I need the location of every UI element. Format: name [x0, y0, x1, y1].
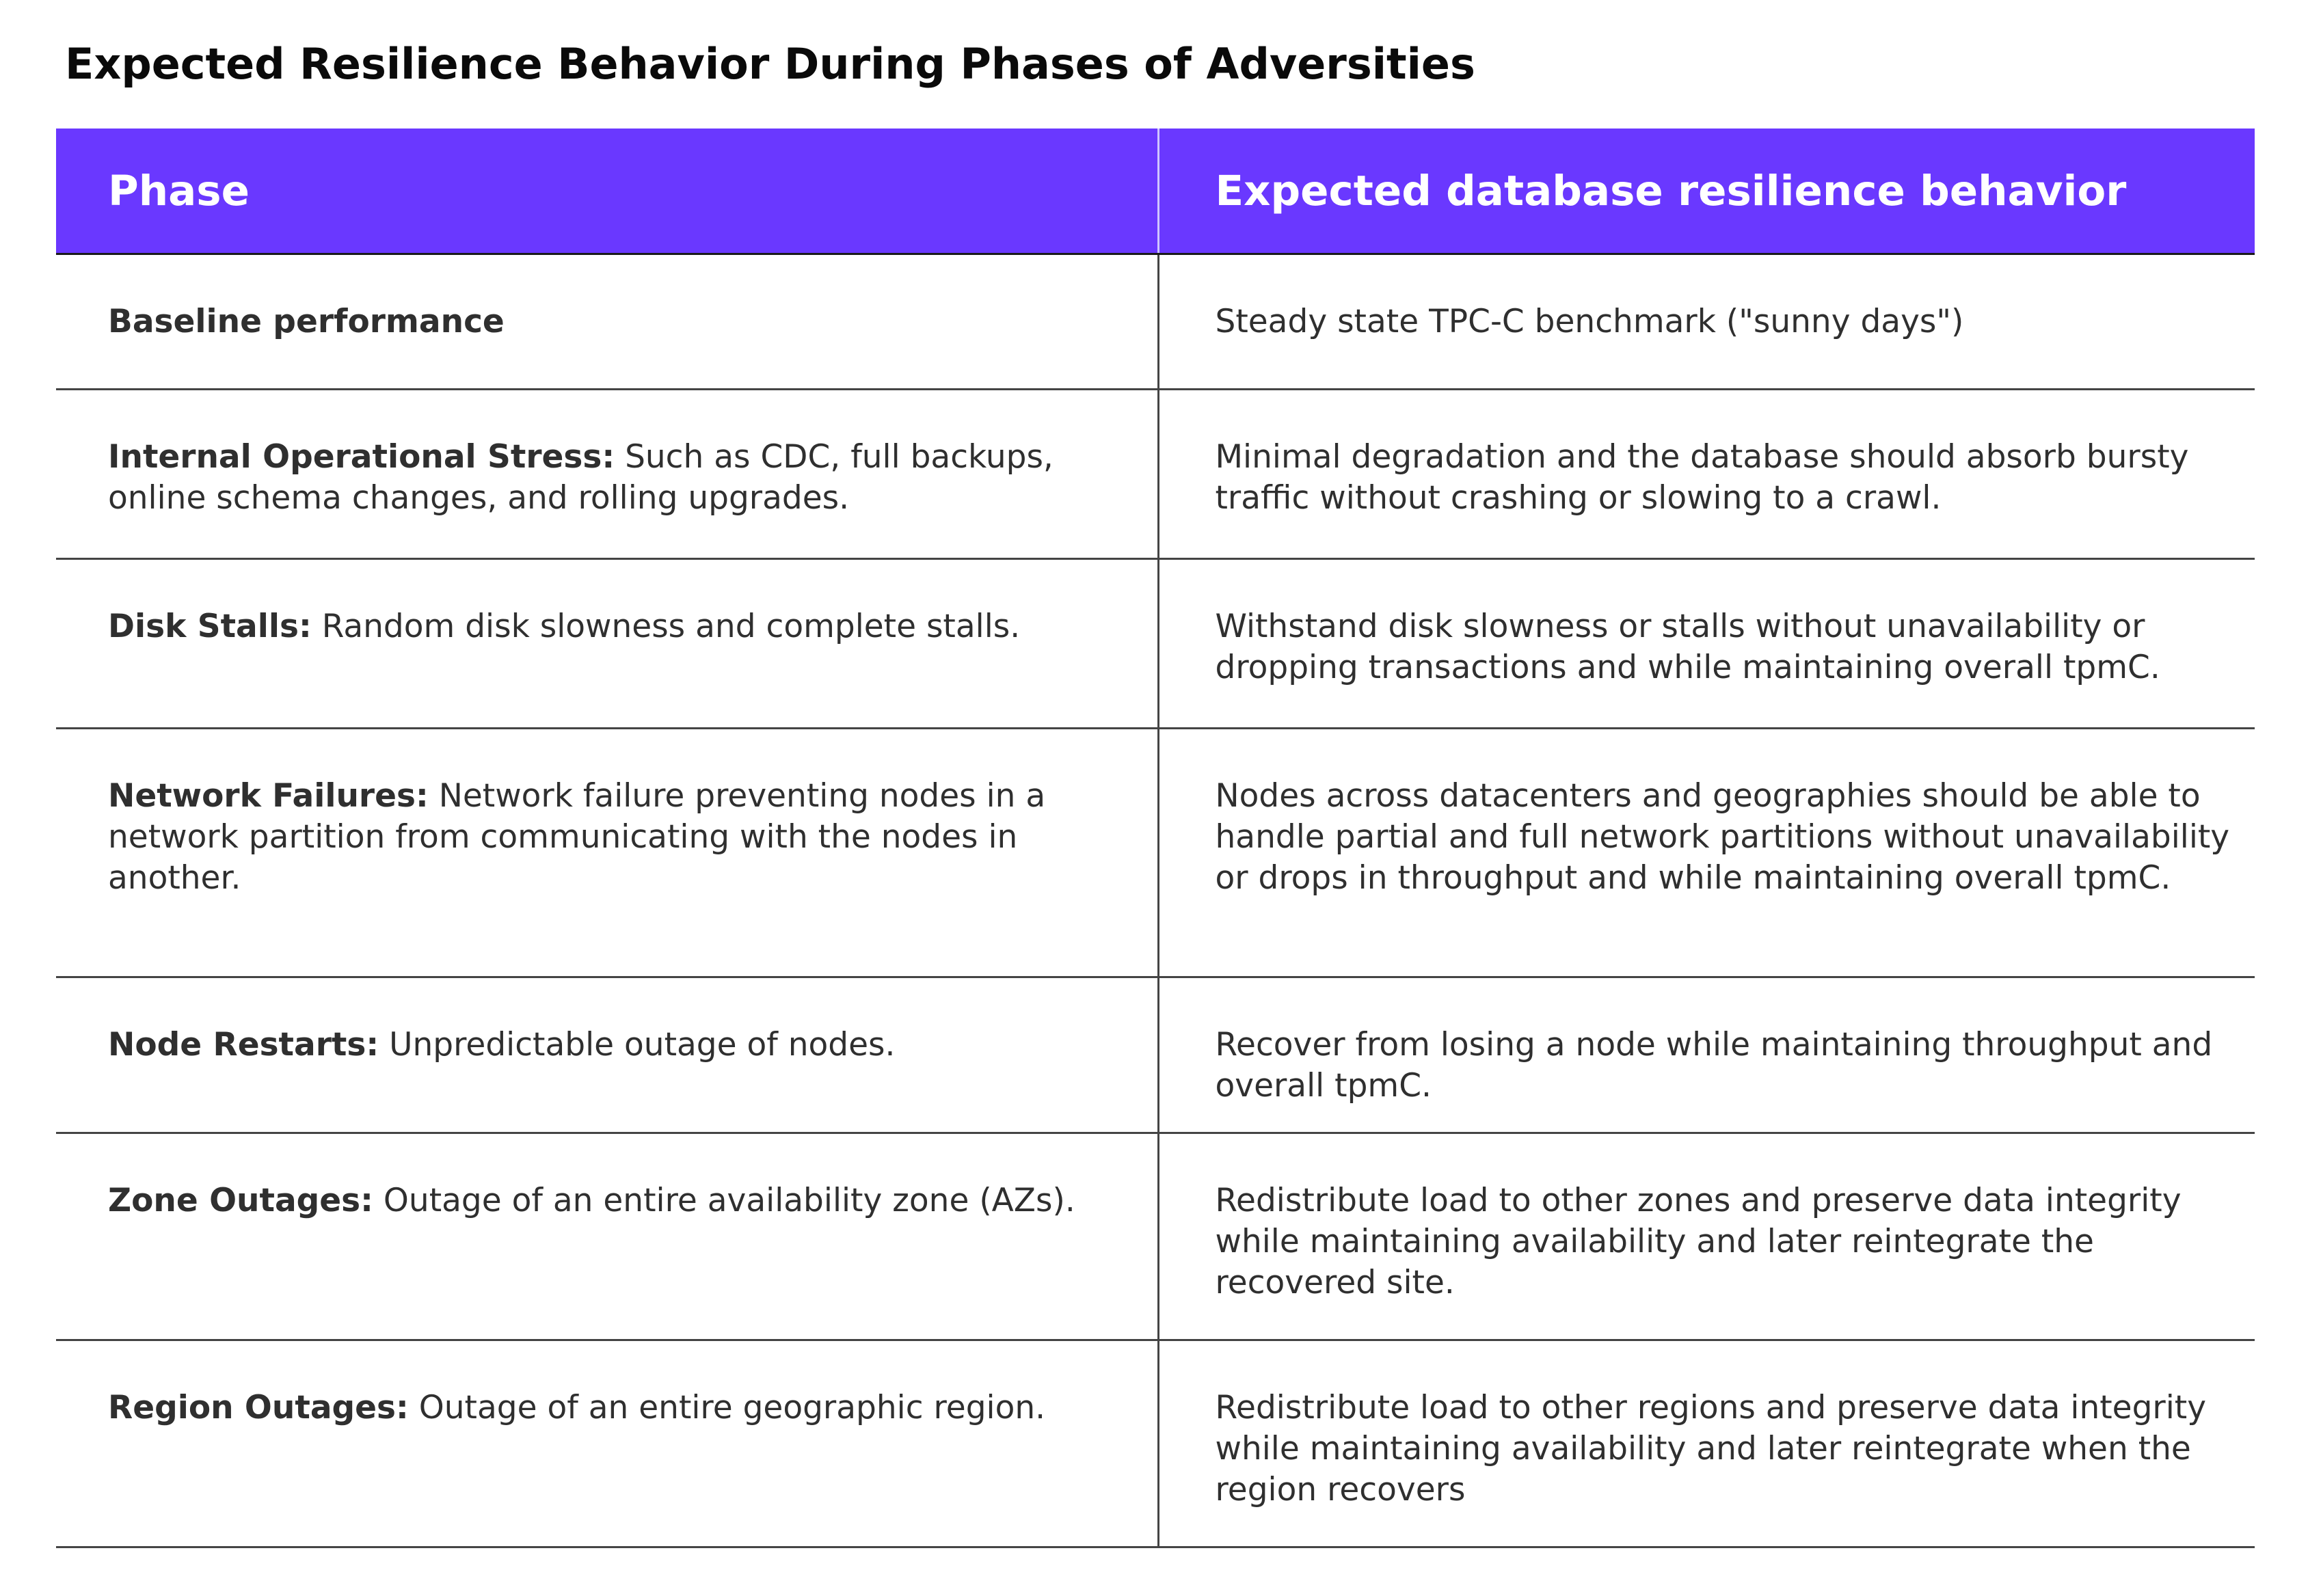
phase-term: Node Restarts:	[108, 1026, 379, 1064]
column-header-phase: Phase	[56, 129, 1158, 254]
table-row	[56, 559, 2255, 729]
phase-cell	[56, 977, 1158, 1133]
phase-cell	[56, 1340, 1158, 1547]
phase-cell	[56, 559, 1158, 729]
behavior-cell: Minimal degradation and the database should absorb bursty traffic without crashing or slowing to a crawl.	[1158, 390, 2255, 559]
phase-term: Disk Stalls:	[108, 608, 312, 645]
phase-description: Outage of an entire geographic region.	[408, 1389, 1046, 1426]
phase-term: Internal Operational Stress:	[108, 438, 615, 476]
phase-cell	[56, 729, 1158, 977]
behavior-cell: Steady state TPC-C benchmark ("sunny days")	[1158, 254, 2255, 390]
phase-cell	[56, 254, 1158, 390]
phase-description: Network failure preventing nodes in a network partition from communicating with the nodes in another.	[108, 777, 1046, 897]
phase-description: Random disk slowness and complete stalls.	[311, 608, 1021, 645]
table-header	[56, 129, 2255, 254]
table-row	[56, 1133, 2255, 1340]
behavior-cell: Redistribute load to other zones and preserve data integrity while maintaining availability and later reintegrate the recovered site.	[1158, 1133, 2255, 1340]
phase-term: Network Failures:	[108, 777, 429, 815]
phase-term: Baseline performance	[108, 303, 505, 340]
phase-description: Outage of an entire availability zone (AZs).	[373, 1182, 1075, 1219]
phase-description: Unpredictable outage of nodes.	[379, 1026, 896, 1064]
behavior-cell: Withstand disk slowness or stalls without unavailability or dropping transactions and while maintaining overall tpmC.	[1158, 559, 2255, 729]
column-header-behavior: Expected database resilience behavior	[1158, 129, 2255, 254]
header-row	[56, 129, 2255, 254]
table-row	[56, 390, 2255, 559]
phase-cell	[56, 390, 1158, 559]
table-row	[56, 729, 2255, 977]
phase-term: Region Outages:	[108, 1389, 409, 1426]
behavior-cell: Nodes across datacenters and geographies should be able to handle partial and full network partitions without unavailability or drops in throughput and while maintaining overall tpmC.	[1158, 729, 2255, 977]
page-title: Expected Resilience Behavior During Phases of Adversities	[65, 39, 1475, 89]
phase-term: Zone Outages:	[108, 1182, 373, 1219]
table-row	[56, 977, 2255, 1133]
phase-description: Such as CDC, full backups, online schema changes, and rolling upgrades.	[108, 438, 1054, 517]
table-row	[56, 254, 2255, 390]
phase-cell	[56, 1133, 1158, 1340]
behavior-cell: Redistribute load to other regions and preserve data integrity while maintaining availability and later reintegrate when the region recovers	[1158, 1340, 2255, 1547]
behavior-cell: Recover from losing a node while maintaining throughput and overall tpmC.	[1158, 977, 2255, 1133]
table-row	[56, 1340, 2255, 1547]
table-body	[56, 254, 2255, 1547]
resilience-table	[56, 129, 2255, 1548]
